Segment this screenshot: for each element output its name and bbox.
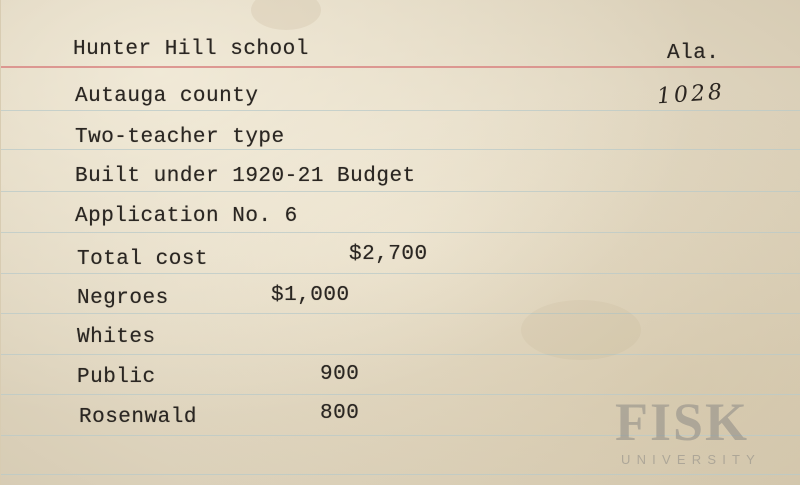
budget-line: Built under 1920-21 Budget (75, 165, 416, 188)
blue-rule (1, 110, 800, 111)
paper-stain (251, 0, 321, 30)
logo-sub: UNIVERSITY (621, 452, 762, 467)
fisk-university-logo (613, 394, 793, 470)
logo-name: FISK (615, 394, 750, 452)
blue-rule (1, 191, 800, 192)
handwritten-number: 1028 (656, 79, 726, 110)
whites-label: Whites (77, 326, 156, 349)
county: Autauga county (75, 85, 259, 108)
negroes-label: Negroes (77, 287, 169, 310)
negroes-value: $1,000 (271, 284, 350, 307)
public-value: 900 (320, 363, 360, 386)
blue-rule (1, 474, 800, 475)
blue-rule (1, 149, 800, 150)
application-number: Application No. 6 (75, 205, 298, 228)
public-label: Public (77, 366, 156, 389)
school-type: Two-teacher type (75, 126, 285, 149)
red-header-rule (1, 66, 800, 68)
rosenwald-label: Rosenwald (79, 406, 197, 429)
blue-rule (1, 313, 800, 314)
blue-rule (1, 232, 800, 233)
state-abbrev: Ala. (667, 42, 720, 65)
total-cost-label: Total cost (77, 248, 209, 271)
total-cost-value: $2,700 (349, 243, 428, 266)
blue-rule (1, 273, 800, 274)
rosenwald-value: 800 (320, 402, 360, 425)
paper-stain (521, 300, 641, 360)
school-name: Hunter Hill school (73, 38, 309, 61)
blue-rule (1, 354, 800, 355)
